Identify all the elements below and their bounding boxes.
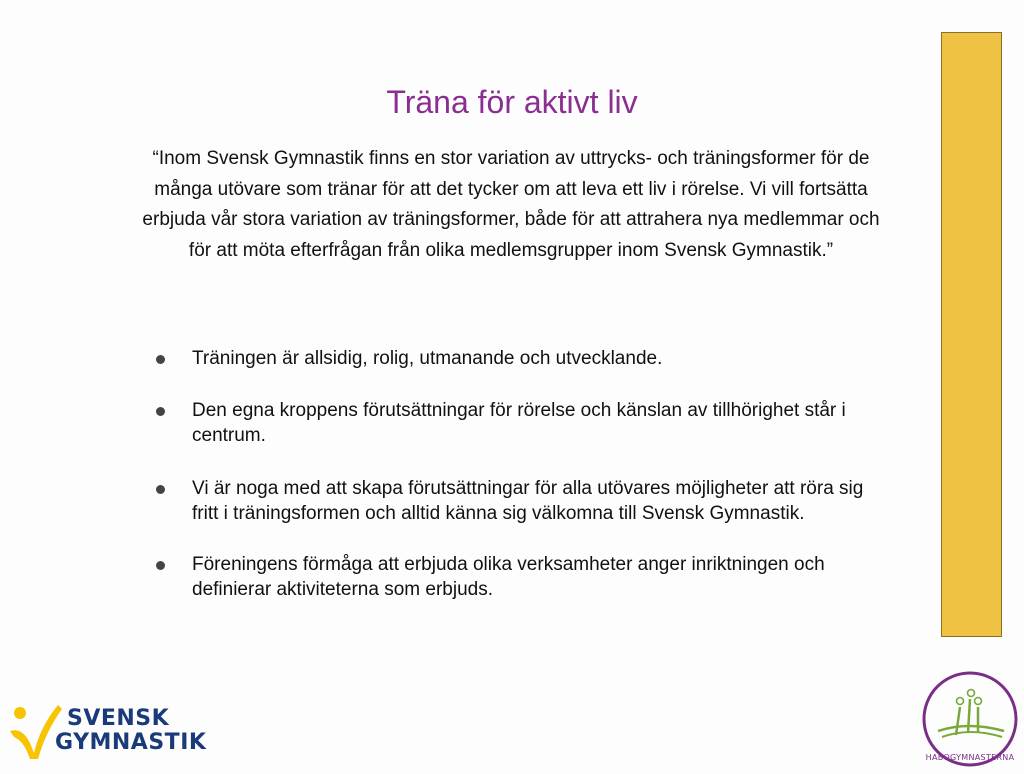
list-item (150, 552, 890, 603)
quote-paragraph: “Inom Svensk Gymnastik finns en stor variation av uttrycks- och träningsformer för de många utövare som tränar för att det tycker om att leva ett liv i rörelse. Vi vill fortsätta erbjuda vår stora variation av träningsformer, både för att attrahera nya medlemmar och för att möta efterfrågan från olika medlemsgrupper inom Svensk Gymnastik.” (142, 148, 880, 261)
habo-logo-text: HABOGYMNASTERNA (925, 753, 1015, 762)
bullet-dot-icon (156, 485, 165, 494)
svensk-gymnastik-logo (6, 697, 206, 763)
logo-text-line2: GYMNASTIK (55, 730, 207, 755)
accent-bar (941, 32, 1002, 637)
bullet-list (150, 346, 890, 628)
list-item (150, 346, 890, 372)
bullet-dot-icon (156, 355, 165, 364)
habogymnasterna-logo (918, 669, 1022, 769)
bullet-dot-icon (156, 561, 165, 570)
list-item (150, 398, 890, 449)
bullet-text: Föreningens förmåga att erbjuda olika verksamheter anger inriktningen och definierar aktiviteterna som erbjuds. (192, 553, 825, 600)
bullet-text: Vi är noga med att skapa förutsättningar för alla utövares möjligheter att röra sig fritt i träningsformen och alltid känna sig välkomna till Svensk Gymnastik. (192, 477, 864, 524)
bullet-text: Den egna kroppens förutsättningar för rörelse och känslan av tillhörighet står i centrum. (192, 399, 846, 446)
bullet-dot-icon (156, 407, 165, 416)
slide-title: Träna för aktivt liv (386, 84, 638, 120)
list-item (150, 476, 890, 527)
bullet-text: Träningen är allsidig, rolig, utmanande och utvecklande. (192, 348, 663, 369)
logo-text-line1: SVENSK (67, 706, 170, 731)
